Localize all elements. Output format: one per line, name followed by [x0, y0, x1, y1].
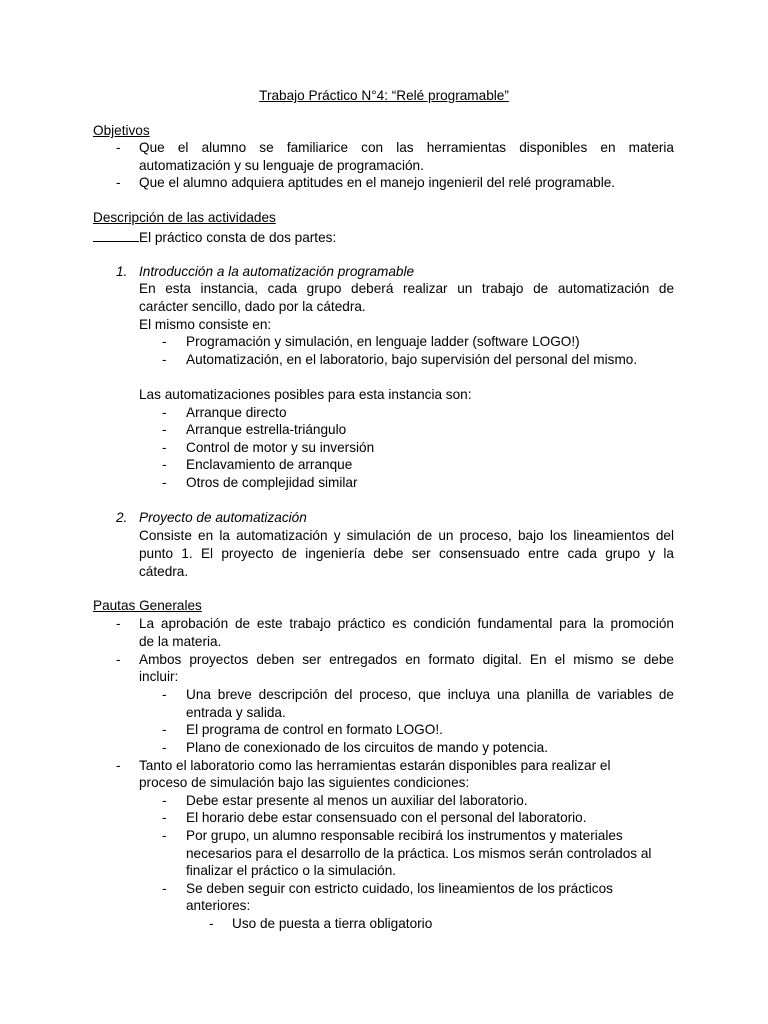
- pauta-3-sub-4-line-1: Se deben seguir con estricto cuidado, los lineamientos de los prácticos: [186, 881, 613, 896]
- bullet-dash: -: [162, 457, 167, 472]
- option-3: Control de motor y su inversión: [186, 440, 375, 455]
- pauta-3-sub-3-line-3: finalizar el práctico o la simulación.: [186, 863, 397, 878]
- pauta-3-sub-4-sub-1: Uso de puesta a tierra obligatorio: [232, 916, 433, 931]
- descripcion-heading: Descripción de las actividades: [93, 210, 276, 225]
- bullet-dash: -: [162, 422, 167, 437]
- objetivo-1-line-1: Que el alumno se familiarice con las herramientas disponibles en materia: [139, 140, 674, 155]
- descripcion-intro-row: [93, 228, 336, 247]
- pauta-2-sub-3: Plano de conexionado de los circuitos de mando y potencia.: [186, 740, 548, 755]
- pauta-3-sub-1: Debe estar presente al menos un auxiliar del laboratorio.: [186, 793, 528, 808]
- parte-2-number: 2.: [116, 510, 128, 525]
- parte-1-p1-line-2: carácter sencillo, dado por la cátedra.: [139, 299, 366, 314]
- bullet-dash: -: [162, 881, 167, 896]
- bullet-dash: -: [162, 810, 167, 825]
- bullet-dash: -: [116, 175, 121, 190]
- descripcion-intro: El práctico consta de dos partes:: [139, 230, 337, 245]
- bullet-dash: -: [162, 405, 167, 420]
- pauta-3-sub-4-line-2: anteriores:: [186, 898, 251, 913]
- objetivo-1-line-2: automatización y su lenguaje de programación.: [139, 158, 424, 173]
- bullet-dash: -: [162, 687, 167, 702]
- blank-underline: [93, 228, 139, 242]
- pauta-3-sub-3-line-1: Por grupo, un alumno responsable recibirá los instrumentos y materiales: [186, 828, 623, 843]
- bullet-dash: -: [116, 652, 121, 667]
- parte-1-p1-line-1: En esta instancia, cada grupo deberá realizar un trabajo de automatización de: [139, 281, 674, 296]
- option-1: Arranque directo: [186, 405, 287, 420]
- bullet-dash: -: [116, 758, 121, 773]
- parte-1-title: Introducción a la automatización programable: [139, 264, 415, 279]
- pauta-3-line-2: proceso de simulación bajo las siguientes condiciones:: [139, 775, 470, 790]
- option-2: Arranque estrella-triángulo: [186, 422, 347, 437]
- parte-2-line-1: Consiste en la automatización y simulación de un proceso, bajo los lineamientos del: [139, 528, 674, 543]
- pauta-2-line-1: Ambos proyectos deben ser entregados en formato digital. En el mismo se debe: [139, 652, 674, 667]
- parte-1-p3: Las automatizaciones posibles para esta instancia son:: [139, 387, 472, 402]
- pauta-2-sub-1-line-2: entrada y salida.: [186, 705, 286, 720]
- bullet-dash: -: [162, 334, 167, 349]
- option-4: Enclavamiento de arranque: [186, 457, 353, 472]
- bullet-dash: -: [116, 616, 121, 631]
- pauta-2-sub-2: El programa de control en formato LOGO!.: [186, 722, 443, 737]
- bullet-dash: -: [162, 740, 167, 755]
- bullet-dash: -: [162, 793, 167, 808]
- parte-2-line-3: cátedra.: [139, 564, 189, 579]
- bullet-dash: -: [162, 440, 167, 455]
- bullet-dash: -: [162, 352, 167, 367]
- bullet-dash: -: [162, 828, 167, 843]
- pauta-3-sub-2: El horario debe estar consensuado con el personal del laboratorio.: [186, 810, 587, 825]
- parte-1-item-1: Programación y simulación, en lenguaje ladder (software LOGO!): [186, 334, 580, 349]
- parte-1-number: 1.: [116, 264, 128, 279]
- pautas-heading: Pautas Generales: [93, 598, 202, 613]
- objetivos-heading: Objetivos: [93, 123, 150, 138]
- document-title: Trabajo Práctico N°4: “Relé programable”: [259, 88, 509, 103]
- parte-1-p2: El mismo consiste en:: [139, 317, 272, 332]
- pauta-3-sub-3-line-2: necesarios para el desarrollo de la práctica. Los mismos serán controlados al: [186, 846, 652, 861]
- bullet-dash: -: [116, 140, 121, 155]
- pauta-2-sub-1-line-1: Una breve descripción del proceso, que incluya una planilla de variables de: [186, 687, 674, 702]
- bullet-dash: -: [162, 722, 167, 737]
- pauta-3-line-1: Tanto el laboratorio como las herramientas estarán disponibles para realizar el: [139, 758, 611, 773]
- option-5: Otros de complejidad similar: [186, 475, 358, 490]
- parte-1-item-2: Automatización, en el laboratorio, bajo supervisión del personal del mismo.: [186, 352, 638, 367]
- parte-2-title: Proyecto de automatización: [139, 510, 307, 525]
- pauta-1-line-1: La aprobación de este trabajo práctico es condición fundamental para la promoción: [139, 616, 674, 631]
- parte-2-line-2: punto 1. El proyecto de ingeniería debe ser consensuado entre cada grupo y la: [139, 546, 674, 561]
- bullet-dash: -: [162, 475, 167, 490]
- pauta-2-line-2: incluir:: [139, 669, 179, 684]
- pauta-1-line-2: de la materia.: [139, 634, 222, 649]
- objetivo-2: Que el alumno adquiera aptitudes en el manejo ingenieril del relé programable.: [139, 175, 616, 190]
- bullet-dash: -: [209, 916, 214, 931]
